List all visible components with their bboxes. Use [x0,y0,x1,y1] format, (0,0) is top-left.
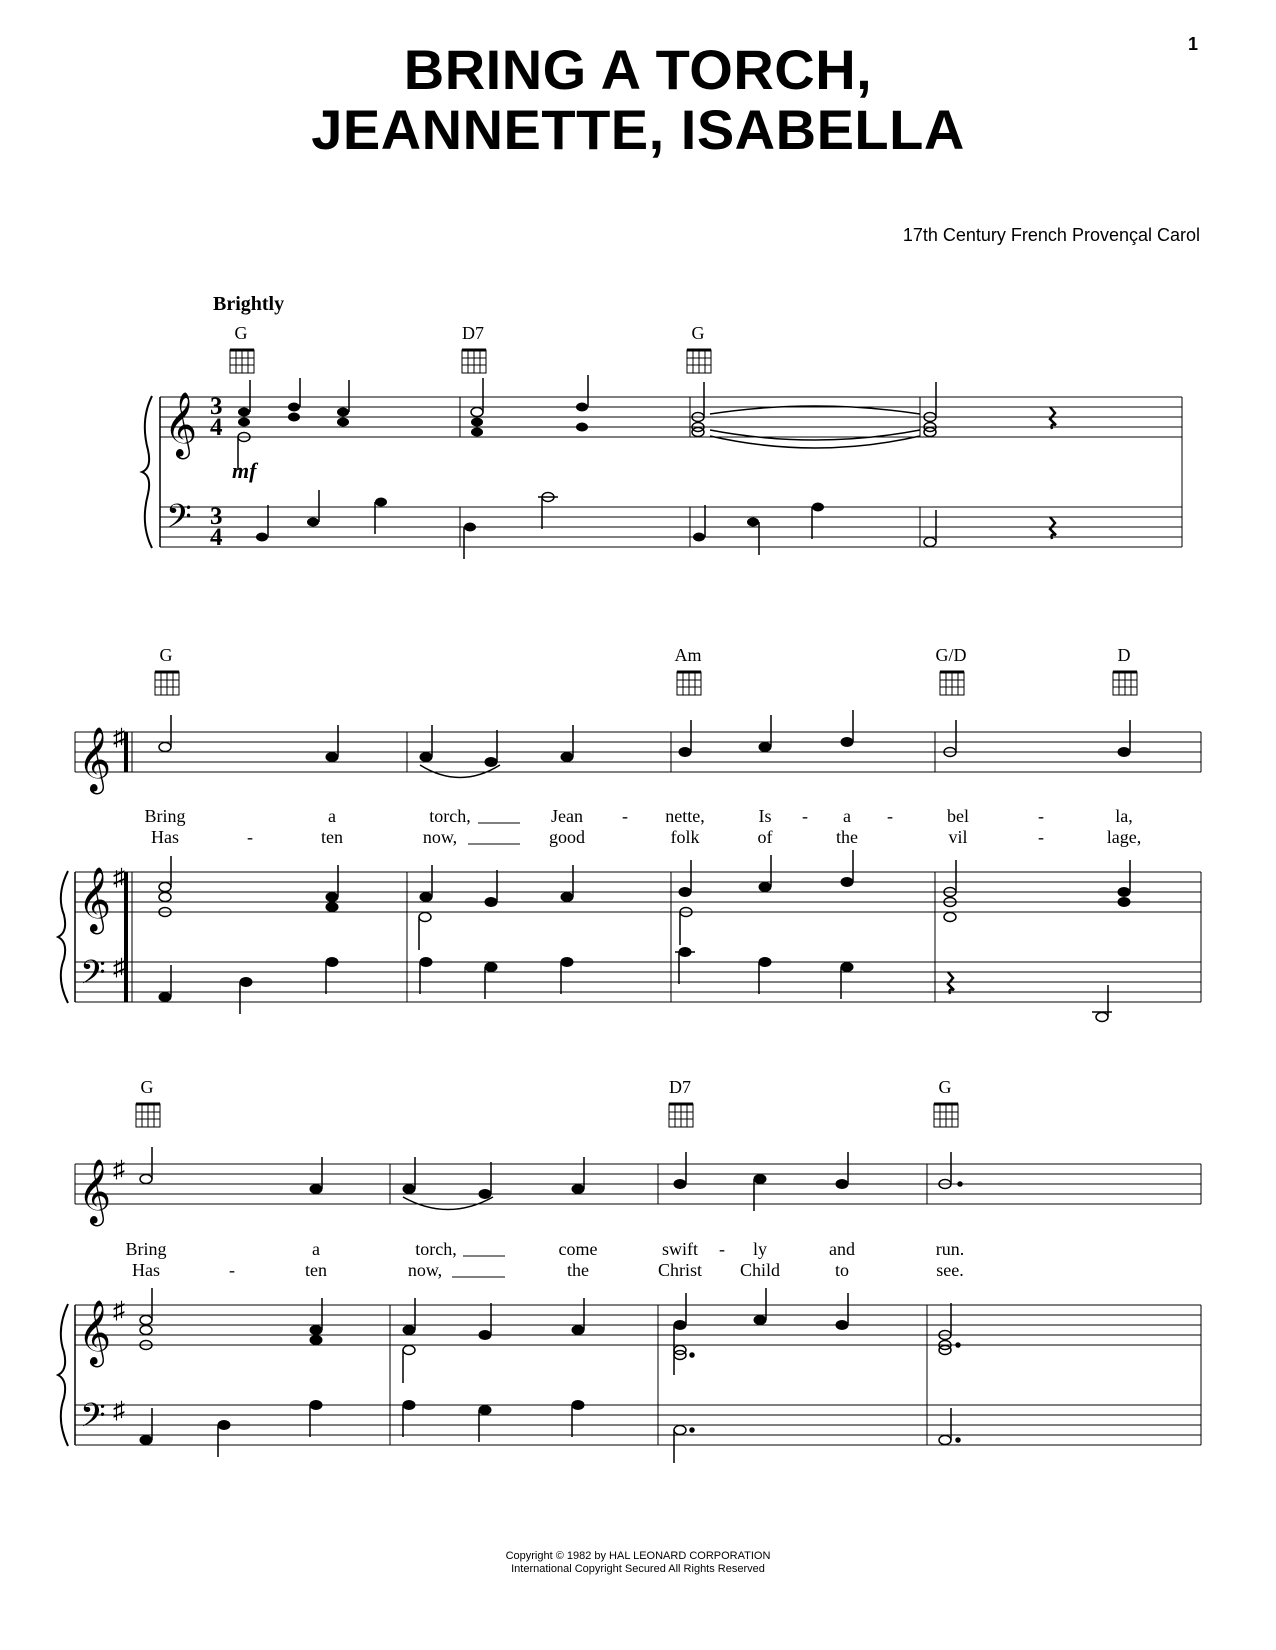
chord-symbol: G/D [935,645,967,665]
chord-symbol: G [159,645,173,665]
lyric-syllable: la, [1115,806,1133,826]
chord-symbol: D [1117,645,1131,665]
copyright-notice [0,1550,1276,1576]
lyric-syllable: ten [305,1260,327,1280]
chord-diagram [230,350,254,373]
key-sharp: ♯ [113,955,125,981]
time-sig-top: 3 [210,393,223,420]
lyric-syllable: Christ [657,1260,703,1280]
key-sharp: ♯ [113,1157,125,1183]
chord-diagram [155,672,179,695]
chord-diagram [677,672,701,695]
chord-symbol: G [140,1077,154,1097]
lyrics-verse-2 [151,827,1141,847]
chord-diagram [940,672,964,695]
piano-bass-staff [75,1405,1201,1445]
chord-symbol: D7 [669,1077,691,1097]
lyric-syllable: Child [739,1260,781,1280]
lyric-syllable: Has [151,827,179,847]
chord-symbol: G [234,323,248,343]
chord-diagram [687,350,711,373]
treble-clef: 𝄞 [78,1300,112,1365]
chord-symbol: Am [674,645,702,665]
title-line-1: BRING A TORCH, [403,38,873,101]
bass-clef: 𝄢 [80,954,106,1000]
lyric-syllable: swift [662,1239,698,1259]
bass-staff [160,507,1182,547]
lyrics-verse-1 [144,806,1132,826]
lyric-syllable: - [229,1260,235,1280]
chord-symbol: D7 [462,323,484,343]
lyric-syllable: of [757,827,773,847]
chord-diagram [462,350,486,373]
system-3 [58,1077,1201,1463]
lyric-syllable: and [829,1239,855,1259]
notes [238,403,824,542]
chord-diagram [934,1104,958,1127]
lyric-syllable: Jean [551,806,583,826]
lyric-syllable: now, [422,827,458,847]
lyric-syllable: to [834,1260,850,1280]
treble-clef: 𝄞 [78,727,112,792]
treble-clef: 𝄞 [78,1159,112,1224]
lyric-syllable: vil [948,827,968,847]
lyric-syllable: Has [132,1260,160,1280]
treble-clef: 𝄞 [164,392,198,457]
lyric-syllable: the [567,1260,589,1280]
key-sharp: ♯ [113,1298,125,1324]
lyric-syllable: - [1038,806,1044,826]
chord-symbol: G [691,323,705,343]
treble-staff [160,397,1182,437]
key-sharp: ♯ [113,865,125,891]
lyric-syllable: - [802,806,808,826]
chord-symbol: G [938,1077,952,1097]
piano-treble-staff [75,872,1201,912]
lyrics-verse-2 [132,1260,964,1280]
lyric-syllable: - [247,827,253,847]
lyrics-verse-1 [125,1239,964,1259]
vocal-staff [75,1164,1201,1204]
lyric-syllable: bel [947,806,969,826]
lyric-syllable: torch, [429,806,471,826]
key-sharp: ♯ [113,725,125,751]
bass-clef: 𝄢 [166,498,192,544]
lyric-syllable: run. [935,1239,965,1259]
lyric-syllable: Is [758,806,772,826]
lyric-syllable: - [887,806,893,826]
system-2 [58,645,1201,1022]
lyric-syllable: a [843,806,851,826]
time-sig-bottom: 4 [210,414,223,441]
chord-diagram [1113,672,1137,695]
bass-clef: 𝄢 [80,1397,106,1443]
system-1 [142,323,1182,559]
lyric-syllable: - [622,806,628,826]
lyric-syllable: Bring [144,806,186,826]
key-sharp: ♯ [113,1398,125,1424]
lyric-syllable: the [836,827,858,847]
treble-clef: 𝄞 [78,867,112,932]
notes [159,878,1130,1002]
lyric-syllable: folk [670,827,700,847]
lyric-syllable: come [558,1239,598,1259]
vocal-staff [75,732,1201,772]
lyric-syllable: ly [752,1239,768,1259]
title-line-2: JEANNETTE, ISABELLA [311,98,965,161]
lyric-syllable: ten [321,827,343,847]
lyric-syllable: torch, [415,1239,457,1259]
copyright-line-2: International Copyright Secured All Rights Reserved [511,1563,765,1575]
lyric-syllable: a [328,806,336,826]
lyric-syllable: lage, [1106,827,1142,847]
lyric-syllable: see. [936,1260,964,1280]
time-sig-top: 3 [210,503,223,530]
lyric-syllable: Bring [125,1239,167,1259]
page-number: 1 [1188,34,1199,54]
lyric-syllable: a [312,1239,320,1259]
chord-diagram [669,1104,693,1127]
lyric-syllable: - [719,1239,725,1259]
composer-credit: 17th Century French Provençal Carol [902,225,1200,245]
lyric-syllable: good [549,827,585,847]
time-sig-bottom: 4 [210,524,223,551]
chord-diagram [136,1104,160,1127]
dynamic-marking: mf [232,458,257,483]
rest [948,972,954,994]
rest [1050,407,1056,429]
rest [1050,517,1056,539]
lyric-syllable: nette, [665,806,705,826]
lyric-syllable: now, [407,1260,443,1280]
notes [310,1175,848,1199]
lyric-syllable: - [1038,827,1044,847]
copyright-line-1: Copyright © 1982 by HAL LEONARD CORPORATION [505,1550,771,1562]
piano-treble-staff [75,1305,1201,1345]
tempo-marking: Brightly [213,293,285,315]
